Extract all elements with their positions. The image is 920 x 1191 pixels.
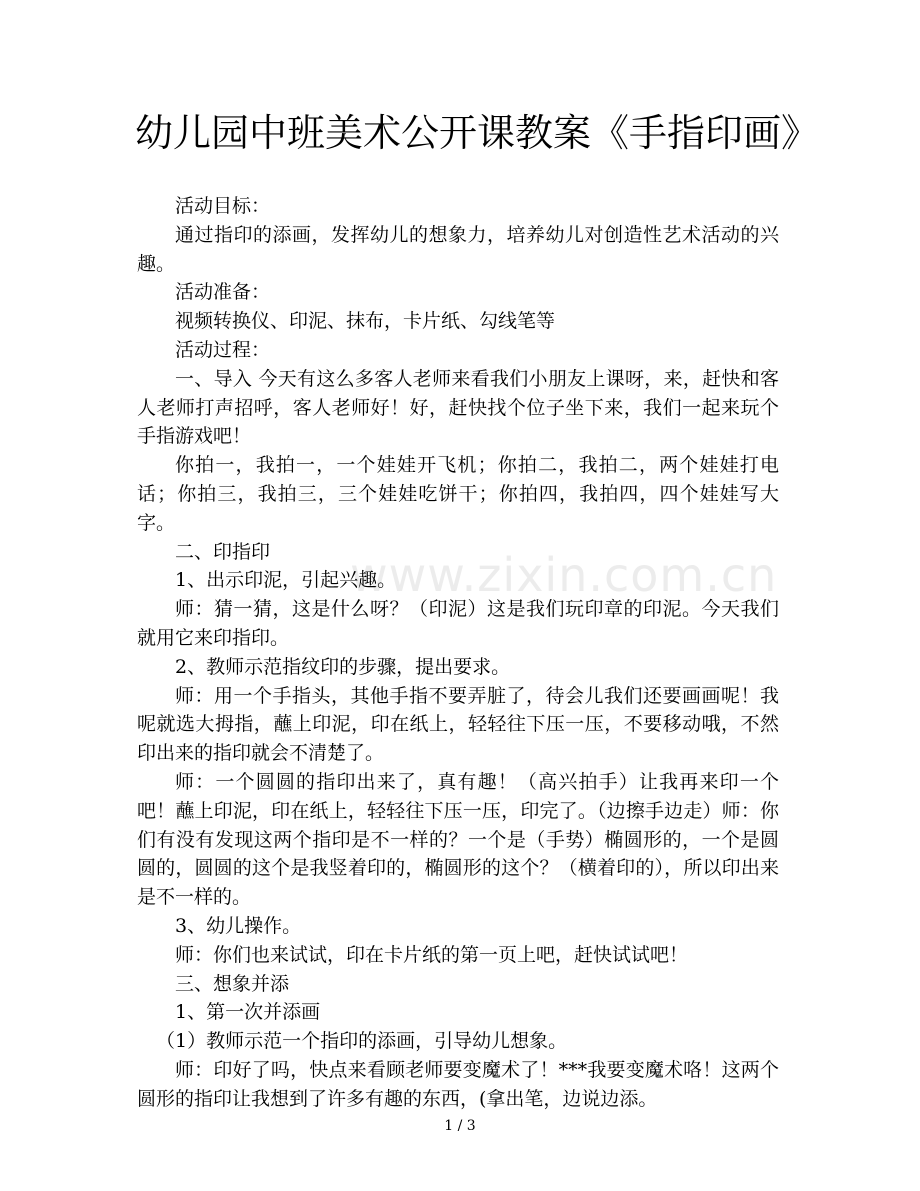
document-body bbox=[137, 192, 779, 1114]
paragraph: 师：用一个手指头，其他手指不要弄脏了，待会儿我们还要画画呢！我呢就选大拇指，蘸上印泥，印在纸上，轻轻往下压一压，不要移动哦，不然印出来的指印就会不清楚了。 bbox=[137, 684, 779, 765]
page-number: 1 / 3 bbox=[444, 1118, 476, 1134]
watermark: www.zixin.com.cn bbox=[350, 548, 778, 602]
paragraph: 通过指印的添画，发挥幼儿的想象力，培养幼儿对创造性艺术活动的兴趣。 bbox=[137, 223, 779, 275]
paragraph: 活动目标： bbox=[175, 195, 271, 217]
paragraph: 活动准备： bbox=[175, 281, 271, 304]
paragraph: 视频转换仪、印泥、抹布，卡片纸、勾线笔等 bbox=[175, 310, 556, 333]
paragraph: 二、印指印 bbox=[175, 540, 271, 563]
paragraph: 活动过程： bbox=[175, 338, 271, 361]
paragraph: 一、导入 今天有这么多客人老师来看我们小朋友上课呀，来，赶快和客人老师打声招呼，客人老师好！好，赶快找个位子坐下来，我们一起来玩个手指游戏吧！ bbox=[137, 367, 779, 448]
paragraph: 1、第一次并添画 bbox=[175, 1001, 321, 1024]
paragraph: 三、想象并添 bbox=[175, 972, 290, 995]
paragraph: （1）教师示范一个指印的添画，引导幼儿想象。 bbox=[156, 1030, 568, 1053]
paragraph: 3、幼儿操作。 bbox=[175, 914, 302, 937]
paragraph: 你拍一，我拍一，一个娃娃开飞机；你拍二，我拍二，两个娃娃打电话；你拍三，我拍三，三个娃娃吃饼干；你拍四，我拍四，四个娃娃写大字。 bbox=[137, 454, 779, 534]
paragraph: 师：你们也来试试，印在卡片纸的第一页上吧，赶快试试吧！ bbox=[175, 943, 689, 966]
page-title: 幼儿园中班美术公开课教案《手指印画》 bbox=[135, 111, 820, 155]
paragraph: 师：印好了吗，快点来看顾老师要变魔术了！***我要变魔术咯！这两个圆形的指印让我想到了许多有趣的东西，(拿出笔，边说边添。 bbox=[137, 1058, 779, 1110]
paragraph: 师：猜一猜，这是什么呀？（印泥）这是我们玩印章的印泥。今天我们就用它来印指印。 bbox=[137, 598, 779, 649]
paragraph: 1、出示印泥，引起兴趣。 bbox=[175, 569, 397, 592]
paragraph: 师：一个圆圆的指印出来了，真有趣！（高兴拍手）让我再来印一个吧！蘸上印泥，印在纸上，轻轻往下压一压，印完了。（边擦手边走）师：你们有没有发现这两个指印是不一样的？一个是（手势）椭圆形的，一个是圆圆的，圆圆的这个是我竖着印的，椭圆形的这个？（横着印的），所以印出来是不一样的。 bbox=[137, 770, 779, 909]
paragraph: 2、教师示范指纹印的步骤，提出要求。 bbox=[175, 655, 511, 678]
